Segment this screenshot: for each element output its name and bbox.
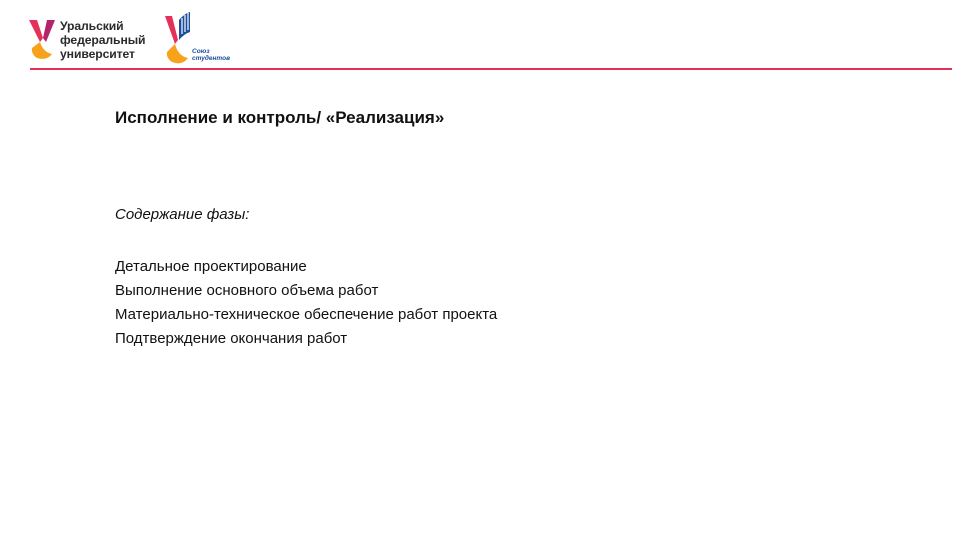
- student-union-name-line: Союз: [192, 48, 210, 55]
- university-name-line: университет: [60, 47, 135, 61]
- list-item: Подтверждение окончания работ: [115, 330, 348, 347]
- urfu-logo: [28, 18, 160, 64]
- student-union-emblem-icon: [162, 10, 196, 66]
- university-name: [60, 19, 145, 61]
- header-divider: [30, 68, 952, 70]
- phase-content-caption: Содержание фазы:: [115, 206, 250, 223]
- list-item: Выполнение основного объема работ: [115, 282, 379, 299]
- list-item: Материально-техническое обеспечение работ проекта: [115, 306, 498, 323]
- student-union-name: [192, 48, 230, 62]
- university-name-line: Уральский: [60, 19, 124, 33]
- phase-content-list: [115, 255, 497, 351]
- university-name-line: федеральный: [60, 33, 146, 47]
- slide-header: [0, 0, 960, 72]
- student-union-logo: [162, 10, 234, 68]
- student-union-name-line: студентов: [192, 55, 230, 62]
- urfu-y-mark-icon: [28, 18, 56, 62]
- list-item: Детальное проектирование: [115, 258, 307, 275]
- slide-title: Исполнение и контроль/ «Реализация»: [115, 108, 445, 127]
